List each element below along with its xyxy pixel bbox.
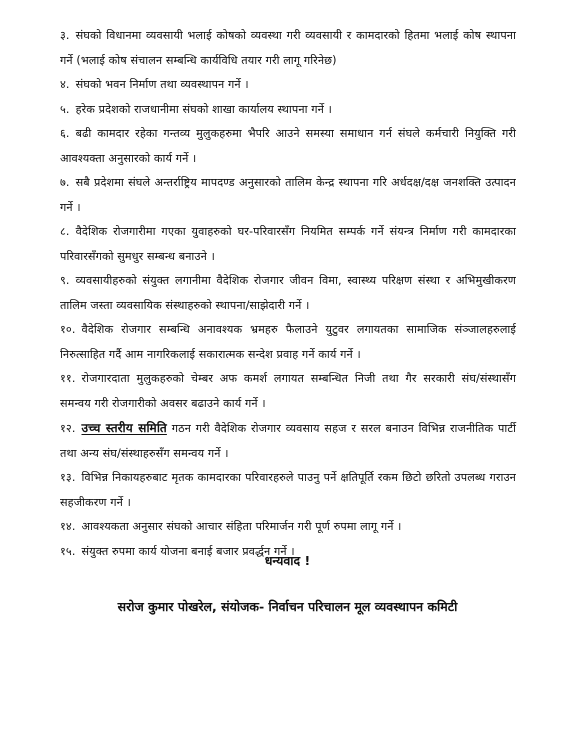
point-number: ४.: [60, 78, 70, 91]
point-9: [60, 269, 516, 318]
point-number: १४.: [60, 520, 76, 533]
points-list: [60, 24, 516, 564]
point-3: [60, 24, 516, 73]
point-14: [60, 515, 516, 540]
point-text: व्यवसायीहरुको संयुक्त लगानीमा वैदेशिक रोजगार जीवन विमा, स्वास्थ्य परिक्षण संस्था र अभिमुखीकरण तालिम जस्ता व्यवसायिक संस्थाहरुको स्थापना/साझेदारी गर्ने ।: [60, 274, 516, 312]
signature-line: सरोज कुमार पोखरेल, संयोजक- निर्वाचन परिचालन मूल व्यवस्थापन कमिटी: [117, 599, 458, 614]
point-8: [60, 220, 516, 269]
point-text: बढी कामदार रहेका गन्तव्य मुलुकहरुमा भैपरि आउने समस्या समाधान गर्न संघले कर्मचारी नियुक्ति गरी आवश्यक्ता अनुसारको कार्य गर्ने ।: [60, 127, 516, 165]
point-number: ८.: [60, 225, 70, 238]
point-number: १३.: [60, 471, 76, 484]
point-11: [60, 367, 516, 416]
point-10: [60, 318, 516, 367]
thank-you-text: धन्यवाद !: [264, 553, 311, 568]
point-number: ६.: [60, 127, 70, 140]
point-text: संयुक्त रुपमा कार्य योजना बनाई बजार प्रवर्द्धन गर्ने ।: [81, 544, 295, 558]
point-number: ३.: [60, 29, 70, 42]
point-number: ११.: [60, 372, 76, 385]
point-12: [60, 416, 516, 466]
point-7: [60, 171, 516, 220]
point-number: ७.: [60, 176, 70, 189]
point-number: ५.: [60, 102, 70, 116]
point-text: आवश्यकता अनुसार संघको आचार संहिता परिमार्जन गरी पूर्ण रुपमा लागू गर्ने ।: [81, 520, 402, 533]
point-text: विभिन्न निकायहरुबाट मृतक कामदारका परिवारहरुले पाउनु पर्ने क्षतिपूर्ति रकम छिटो छरितो उपलब्ध गराउन सहजीकरण गर्ने ।: [60, 471, 516, 509]
point-text: रोजगारदाता मुलुकहरुको चेम्बर अफ कमर्श लगायत सम्बन्धित निजी तथा गैर सरकारी संघ/संस्थासँग समन्वय गरी रोजगारीको अवसर बढाउने कार्य गर्ने ।: [60, 372, 516, 410]
point-number: १२.: [60, 422, 76, 435]
point-text: संघको विधानमा व्यवसायी भलाई कोषको व्यवस्था गरी व्यवसायी र कामदारको हितमा भलाई कोष स्थापना गर्ने (भलाई कोष संचालन सम्बन्धि कार्यविधि तयार गरी लागू गरिनेछ): [60, 29, 516, 67]
point-text: वैदेशिक रोजगार सम्बन्धि अनावश्यक भ्रमहरु फैलाउने युटुवर लगायतका सामाजिक संञ्जालहरुलाई निरुत्साहित गर्दै आम नागरिकलाई सकारात्मक सन्देश प्रवाह गर्ने कार्य गर्ने ।: [60, 323, 516, 361]
point-number: १०.: [60, 323, 76, 336]
point-13: [60, 466, 516, 515]
high-level-committee-label: उच्च स्तरीय समिति: [81, 421, 167, 435]
point-text: सबै प्रदेशमा संघले अन्तर्राष्ट्रिय मापदण्ड अनुसारको तालिम केन्द्र स्थापना गरि अर्धदक्ष/दक्ष जनशक्ति उत्पादन गर्ने ।: [60, 176, 516, 214]
point-number: ९.: [60, 274, 70, 287]
point-number: १५.: [60, 544, 76, 558]
point-text: वैदेशिक रोजगारीमा गएका युवाहरुको घर-परिवारसँग नियमित सम्पर्क गर्ने संयन्त्र निर्माण गरी कामदारका परिवारसँगको सुमधुर सम्बन्ध बनाउने ।: [60, 225, 516, 263]
point-text: हरेक प्रदेशको राजधानीमा संघको शाखा कार्यालय स्थापना गर्ने ।: [75, 102, 332, 116]
point-6: [60, 122, 516, 171]
point-text: गठन गरी वैदेशिक रोजगार व्यवसाय सहज र सरल बनाउन विभिन्न राजनीतिक पार्टी तथा अन्य संघ/संस्थाहरुसँग समन्वय गर्ने ।: [60, 422, 517, 460]
point-4: [60, 73, 516, 98]
point-text: संघको भवन निर्माण तथा व्यवस्थापन गर्ने ।: [75, 78, 249, 91]
point-5: [60, 98, 516, 123]
